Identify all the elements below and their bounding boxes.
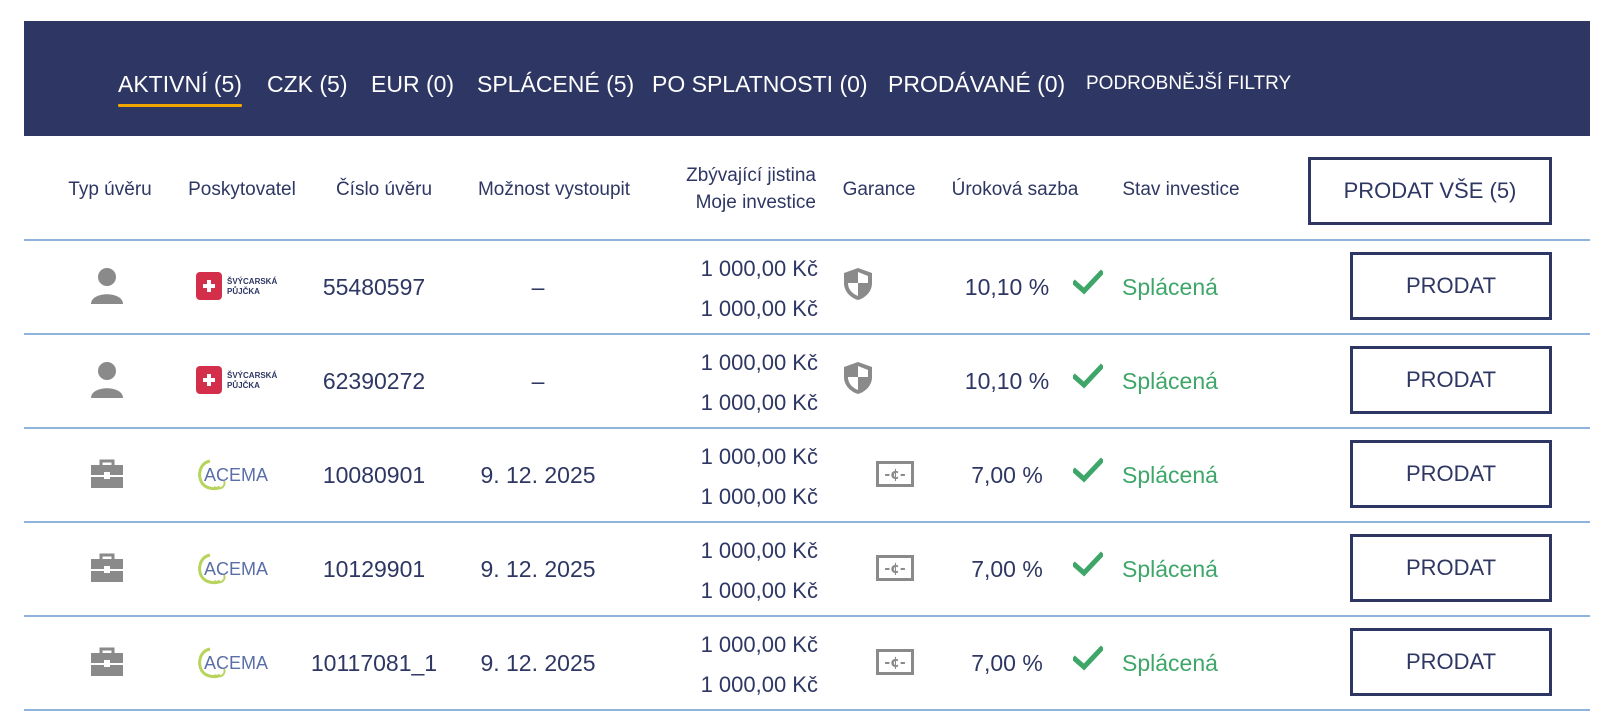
svg-text:ŠVÝCARSKÁ: ŠVÝCARSKÁ (227, 371, 278, 380)
tab-active[interactable]: AKTIVNÍ (5) (118, 71, 242, 97)
investment-status: Splácená (1122, 555, 1218, 582)
svg-text:PŮJČKA: PŮJČKA (227, 287, 260, 296)
remaining-principal: 1 000,00 Kč (700, 256, 818, 281)
sell-button[interactable]: PRODAT (1350, 440, 1552, 508)
filter-tab-bar (24, 21, 1590, 136)
table-row (24, 241, 1590, 335)
exit-date: – (531, 367, 545, 394)
exit-date: – (531, 273, 545, 300)
buyback-icon (876, 461, 914, 492)
loan-number[interactable]: 10117081_1 (310, 649, 438, 676)
my-investment: 1 000,00 Kč (700, 484, 818, 509)
exit-date: 9. 12. 2025 (480, 555, 596, 582)
loan-number[interactable]: 62390272 (322, 367, 426, 394)
check-icon (1073, 457, 1103, 487)
amounts-cell (618, 249, 818, 329)
interest-rate: 7,00 % (971, 461, 1043, 488)
my-investment: 1 000,00 Kč (700, 296, 818, 321)
column-header-investment: Moje investice (695, 192, 816, 213)
acema-logo (196, 645, 282, 684)
remaining-principal: 1 000,00 Kč (700, 444, 818, 469)
svg-text:ACEMA: ACEMA (204, 559, 269, 579)
sell-button[interactable]: PRODAT (1350, 346, 1552, 414)
loan-number[interactable]: 10080901 (322, 461, 426, 488)
column-header-state: Stav investice (1122, 178, 1240, 200)
tab-selling[interactable]: PRODÁVANÉ (0) (888, 71, 1066, 97)
loan-number[interactable]: 10129901 (322, 555, 426, 582)
column-header-exit: Možnost vystoupit (477, 178, 631, 200)
amounts-cell (618, 531, 818, 611)
amounts-cell (618, 625, 818, 705)
svg-text:-¢-: -¢- (884, 655, 906, 671)
amounts-cell (618, 343, 818, 423)
check-icon (1073, 269, 1103, 299)
briefcase-icon (90, 647, 124, 682)
sell-button[interactable]: PRODAT (1350, 252, 1552, 320)
column-header-amounts (620, 161, 816, 217)
acema-logo (196, 551, 282, 590)
svg-text:ŠVÝCARSKÁ: ŠVÝCARSKÁ (227, 277, 278, 286)
column-header-principal: Zbývající jistina (686, 165, 816, 186)
remaining-principal: 1 000,00 Kč (700, 538, 818, 563)
investment-status: Splácená (1122, 367, 1218, 394)
person-icon (90, 361, 124, 404)
column-header-rate: Úroková sazba (951, 178, 1079, 200)
briefcase-icon (90, 553, 124, 588)
remaining-principal: 1 000,00 Kč (700, 350, 818, 375)
buyback-icon (876, 649, 914, 680)
investment-status: Splácená (1122, 649, 1218, 676)
tab-czk[interactable]: CZK (5) (267, 71, 348, 97)
loan-number[interactable]: 55480597 (322, 273, 426, 300)
svg-text:ACEMA: ACEMA (204, 465, 269, 485)
table-row (24, 429, 1590, 523)
table-row (24, 523, 1590, 617)
column-header-number: Číslo úvěru (335, 178, 433, 200)
tab-overdue[interactable]: PO SPLATNOSTI (0) (652, 71, 868, 97)
svg-text:-¢-: -¢- (884, 561, 906, 577)
sell-button[interactable]: PRODAT (1350, 534, 1552, 602)
shield-icon (842, 360, 874, 401)
acema-logo (196, 457, 282, 496)
buyback-icon (876, 555, 914, 586)
investment-status: Splácená (1122, 273, 1218, 300)
sell-all-button[interactable]: PRODAT VŠE (5) (1308, 157, 1552, 225)
table-row (24, 617, 1590, 711)
tab-detailed-filters[interactable]: PODROBNĚJŠÍ FILTRY (1086, 73, 1292, 94)
remaining-principal: 1 000,00 Kč (700, 632, 818, 657)
check-icon (1073, 363, 1103, 393)
svg-text:ACEMA: ACEMA (204, 653, 269, 673)
interest-rate: 10,10 % (964, 367, 1050, 394)
person-icon (90, 267, 124, 310)
exit-date: 9. 12. 2025 (480, 461, 596, 488)
svg-text:-¢-: -¢- (884, 467, 906, 483)
interest-rate: 10,10 % (964, 273, 1050, 300)
column-header-provider: Poskytovatel (188, 178, 296, 200)
svycarska-pujcka-logo (196, 363, 282, 402)
sell-button[interactable]: PRODAT (1350, 628, 1552, 696)
svycarska-pujcka-logo (196, 269, 282, 308)
my-investment: 1 000,00 Kč (700, 390, 818, 415)
my-investment: 1 000,00 Kč (700, 672, 818, 697)
shield-icon (842, 266, 874, 307)
investment-status: Splácená (1122, 461, 1218, 488)
svg-text:PŮJČKA: PŮJČKA (227, 381, 260, 390)
tab-repaid[interactable]: SPLÁCENÉ (5) (477, 71, 635, 97)
my-investment: 1 000,00 Kč (700, 578, 818, 603)
check-icon (1073, 645, 1103, 675)
interest-rate: 7,00 % (971, 555, 1043, 582)
column-header-guarantee: Garance (842, 178, 916, 200)
tab-eur[interactable]: EUR (0) (371, 71, 455, 97)
amounts-cell (618, 437, 818, 517)
interest-rate: 7,00 % (971, 649, 1043, 676)
check-icon (1073, 551, 1103, 581)
column-header-type: Typ úvěru (68, 178, 152, 200)
table-row (24, 335, 1590, 429)
exit-date: 9. 12. 2025 (480, 649, 596, 676)
briefcase-icon (90, 459, 124, 494)
